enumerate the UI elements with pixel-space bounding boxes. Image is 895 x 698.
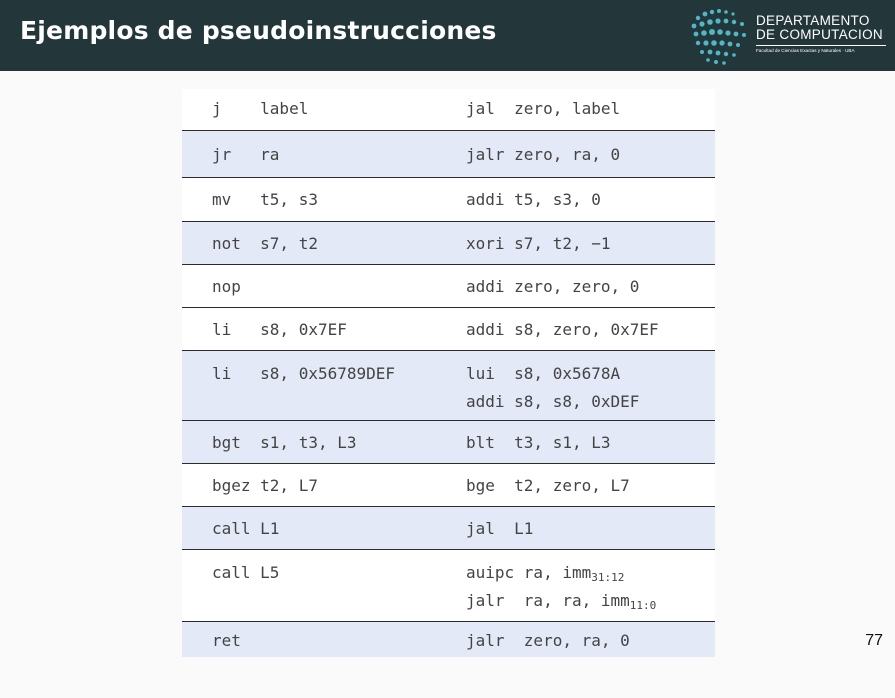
- logo-underline: [756, 45, 886, 46]
- real-instruction: blt t3, s1, L3: [466, 433, 611, 452]
- slide-header: [0, 0, 895, 71]
- imm-subscript-2: 11:0: [630, 599, 657, 612]
- real-instruction: jalr zero, ra, 0: [466, 631, 630, 650]
- real-instruction: xori s7, t2, −1: [466, 234, 611, 253]
- pseudo-instruction: mv t5, s3: [212, 190, 318, 209]
- real-instruction-2-main: jalr ra, ra, imm: [466, 591, 630, 610]
- pseudo-instruction: bgez t2, L7: [212, 476, 318, 495]
- logo-text-line2: DE COMPUTACION: [756, 27, 883, 42]
- real-instruction: jalr zero, ra, 0: [466, 145, 620, 164]
- pseudo-instruction: ret: [212, 631, 241, 650]
- real-instruction: bge t2, zero, L7: [466, 476, 630, 495]
- real-instruction-1: lui s8, 0x5678A: [466, 364, 620, 383]
- table-row: [182, 178, 715, 222]
- table-row: [182, 265, 715, 308]
- pseudo-instruction: bgt s1, t3, L3: [212, 433, 357, 452]
- pseudo-instruction: j label: [212, 99, 308, 118]
- pseudo-instruction: not s7, t2: [212, 234, 318, 253]
- real-instruction: jal zero, label: [466, 99, 620, 118]
- pseudo-instruction: li s8, 0x56789DEF: [212, 364, 395, 383]
- pseudo-instruction: call L5: [212, 563, 279, 582]
- pseudoinstruction-table: [182, 89, 715, 657]
- real-instruction: addi zero, zero, 0: [466, 277, 639, 296]
- pseudo-instruction: li s8, 0x7EF: [212, 320, 347, 339]
- table-row: [182, 222, 715, 265]
- logo-text-line1: DEPARTAMENTO: [756, 13, 870, 28]
- imm-subscript-1: 31:12: [591, 571, 624, 584]
- real-instruction-2: [466, 591, 656, 612]
- page-number: 77: [865, 632, 883, 650]
- table-row: [182, 89, 715, 131]
- table-row: [182, 550, 715, 622]
- real-instruction-1: [466, 563, 624, 584]
- slide-title: Ejemplos de pseudoinstrucciones: [20, 16, 497, 45]
- real-instruction-2: addi s8, s8, 0xDEF: [466, 392, 639, 411]
- dots-logo-icon: [690, 4, 752, 68]
- pseudo-instruction: jr ra: [212, 145, 279, 164]
- pseudo-instruction: nop: [212, 277, 241, 296]
- real-instruction: addi t5, s3, 0: [466, 190, 601, 209]
- logo-subtitle: Facultad de Ciencias Exactas y Naturales · UBA: [756, 48, 855, 53]
- real-instruction: jal L1: [466, 519, 533, 538]
- pseudo-instruction: call L1: [212, 519, 279, 538]
- table-row: [182, 421, 715, 464]
- table-row: [182, 351, 715, 421]
- table-row: [182, 464, 715, 507]
- real-instruction-1-main: auipc ra, imm: [466, 563, 591, 582]
- table-row: [182, 507, 715, 550]
- table-row: [182, 622, 715, 657]
- real-instruction: addi s8, zero, 0x7EF: [466, 320, 659, 339]
- table-row: [182, 131, 715, 178]
- department-logo: [690, 4, 890, 68]
- table-row: [182, 308, 715, 351]
